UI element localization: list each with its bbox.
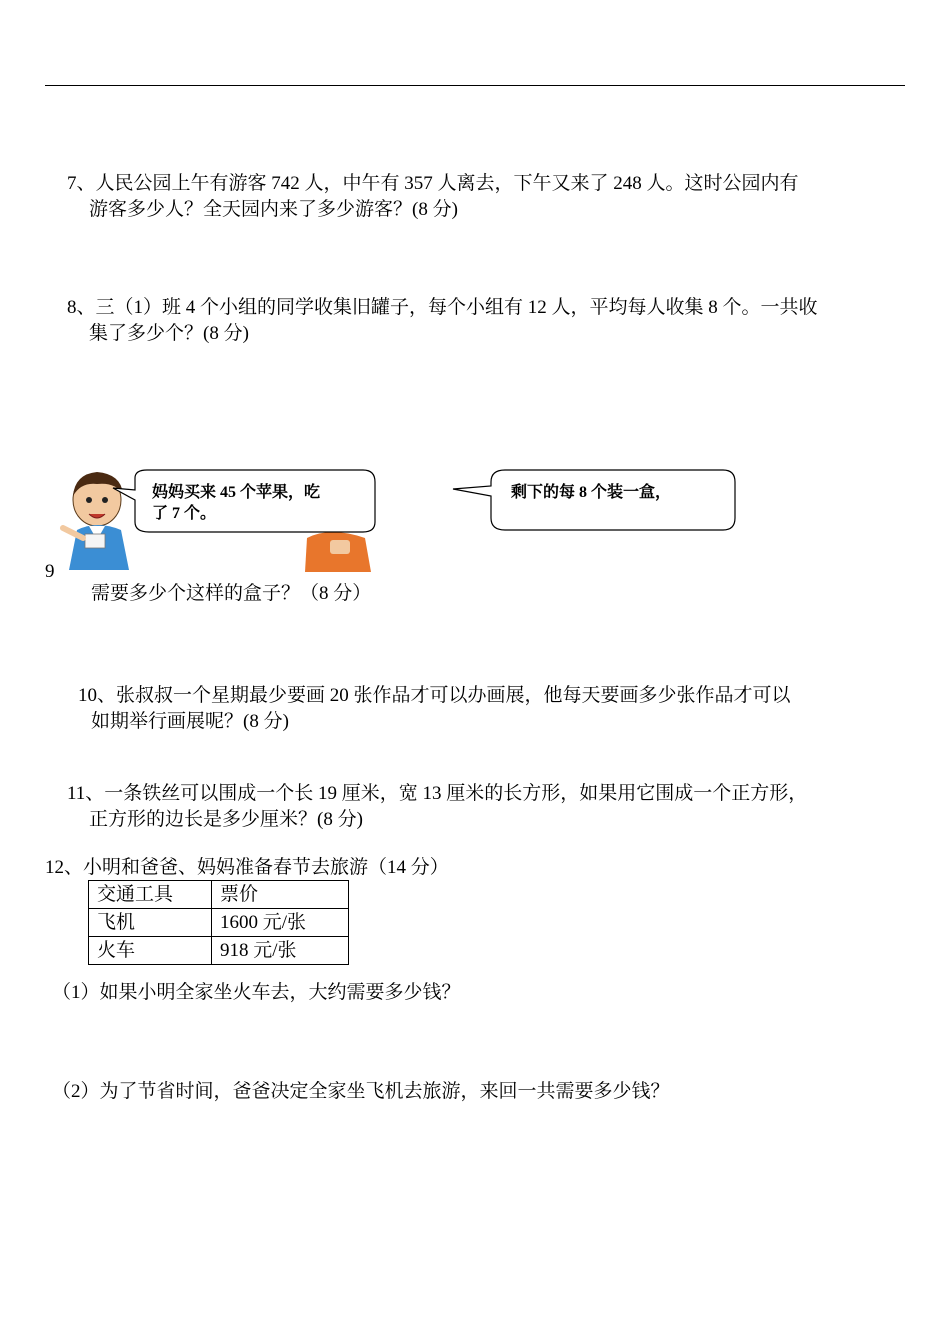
bubble-left-line1: 妈妈买来 45 个苹果，吃 <box>152 484 321 501</box>
header-rule <box>45 85 905 86</box>
table-header-cell: 交通工具 <box>89 881 212 909</box>
question-12-sub1: （1）如果小明全家坐火车去，大约需要多少钱？ <box>52 982 461 1003</box>
question-8 <box>67 295 818 347</box>
question-11-line1: 11、一条铁丝可以围成一个长 19 厘米，宽 13 厘米的长方形，如果用它围成一个正方形， <box>67 783 808 804</box>
table-cell: 飞机 <box>89 909 212 937</box>
table-row <box>89 937 349 965</box>
question-9-text: 需要多少个这样的盒子？（8 分） <box>91 583 372 604</box>
question-7-line2: 游客多少人？全天园内来了多少游客？(8 分) <box>89 199 458 220</box>
table-cell: 火车 <box>89 937 212 965</box>
table-cell: 918 元/张 <box>212 937 349 965</box>
question-12-title: 12、小明和爸爸、妈妈准备春节去旅游（14 分） <box>45 857 449 878</box>
question-8-line1: 8、三（1）班 4 个小组的同学收集旧罐子，每个小组有 12 人，平均每人收集 8 个。一共收 <box>67 297 818 318</box>
table-header-cell: 票价 <box>212 881 349 909</box>
mother-figure <box>305 532 371 572</box>
question-11 <box>67 781 807 833</box>
table-row <box>89 881 349 909</box>
table-row <box>89 909 349 937</box>
question-7 <box>67 171 799 223</box>
question-12-sub2: （2）为了节省时间，爸爸决定全家坐飞机去旅游，来回一共需要多少钱？ <box>52 1081 670 1102</box>
question-9-number: 9 <box>45 561 55 582</box>
fare-table <box>88 880 349 965</box>
question-10-line2: 如期举行画展呢？(8 分) <box>91 711 289 732</box>
question-7-line1: 7、人民公园上午有游客 742 人，中午有 357 人离去，下午又来了 248 人。这时公园内有 <box>67 173 799 194</box>
question-10-line1: 10、张叔叔一个星期最少要画 20 张作品才可以办画展，他每天要画多少张作品才可以 <box>78 685 791 706</box>
question-8-line2: 集了多少个？(8 分) <box>89 323 249 344</box>
speech-bubble-left-text <box>152 482 320 524</box>
question-11-line2: 正方形的边长是多少厘米？(8 分) <box>89 809 363 830</box>
table-cell: 1600 元/张 <box>212 909 349 937</box>
speech-bubble-right-text: 剩下的每 8 个装一盒， <box>511 484 672 501</box>
boy-figure <box>63 472 129 570</box>
bubble-left-line2: 了 7 个。 <box>152 505 217 522</box>
question-10 <box>78 683 791 735</box>
